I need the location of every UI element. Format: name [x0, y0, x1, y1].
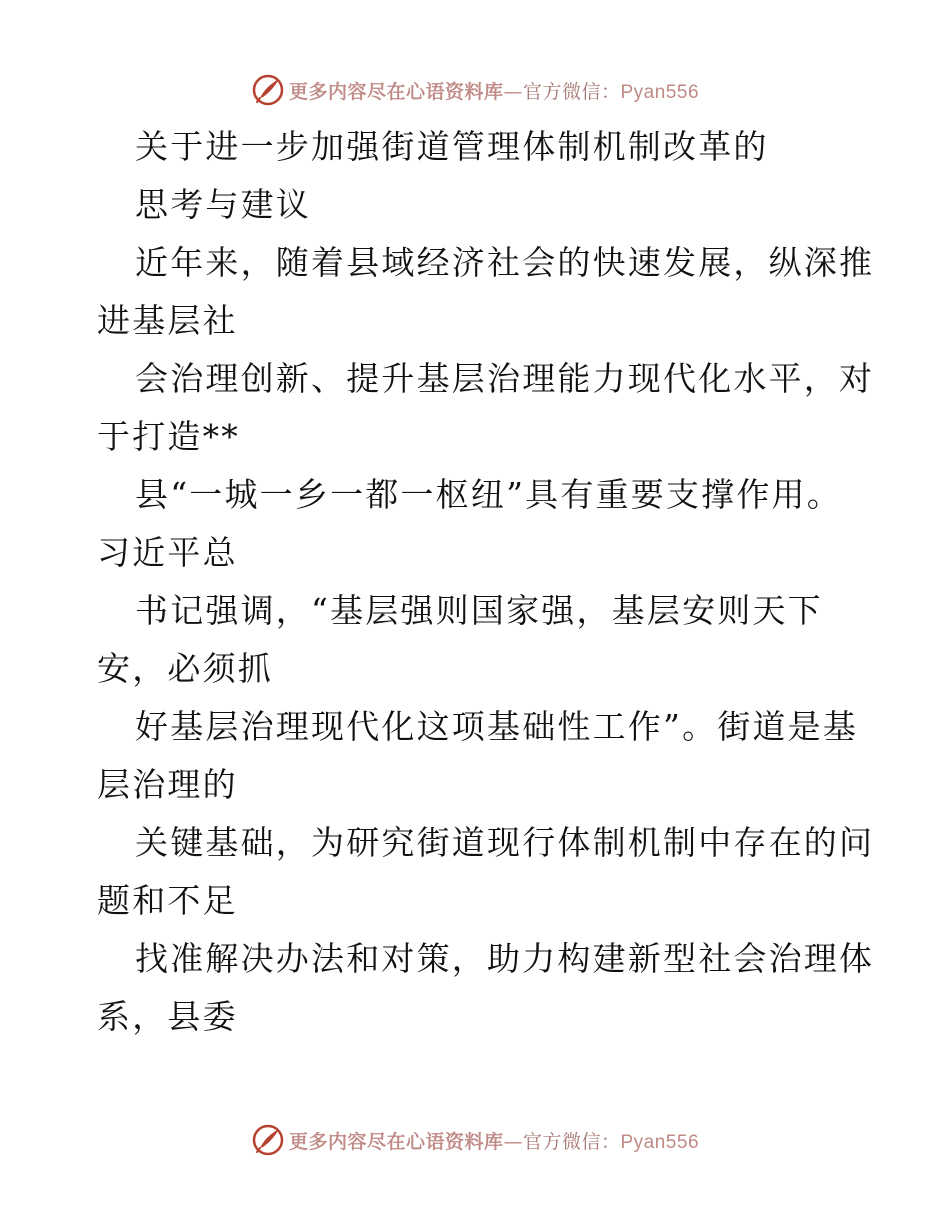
- paragraph-line: 系，县委: [97, 997, 238, 1036]
- feather-pen-logo-icon: [251, 1123, 285, 1157]
- paragraph-line: 近年来，随着县域经济社会的快速发展，纵深推: [135, 243, 875, 282]
- header-banner-sub: 官方微信：: [522, 80, 621, 103]
- footer-banner-text: [289, 1127, 699, 1154]
- paragraph-line: 关键基础，为研究街道现行体制机制中存在的问: [135, 823, 875, 862]
- paragraph-line: 题和不足: [97, 881, 238, 920]
- paragraph-line: 找准解决办法和对策，助力构建新型社会治理体: [135, 939, 875, 978]
- paragraph-line: 好基层治理现代化这项基础性工作”。街道是基: [135, 707, 859, 746]
- footer-banner: [0, 1120, 950, 1160]
- paragraph-line: 书记强调，“基层强则国家强，基层安则天下: [135, 591, 823, 630]
- header-banner-main: 更多内容尽在心语资料库: [288, 80, 504, 103]
- paragraph-line: 安，必须抓: [97, 649, 273, 688]
- feather-pen-logo-icon: [251, 73, 285, 107]
- paragraph-line: 会治理创新、提升基层治理能力现代化水平，对: [135, 359, 875, 398]
- footer-banner-dash: —: [503, 1130, 523, 1153]
- paragraph-line: 县“一城一乡一都一枢纽”具有重要支撑作用。: [135, 475, 842, 514]
- header-banner-text: [289, 77, 699, 104]
- paragraph-line: 进基层社: [97, 301, 238, 340]
- header-banner-id: Pyan556: [620, 81, 700, 103]
- footer-banner-sub: 官方微信：: [522, 1130, 621, 1153]
- paragraph-line: 于打造**: [97, 417, 240, 456]
- document-title-line-2: 思考与建议: [135, 185, 311, 224]
- header-banner: [0, 70, 950, 110]
- document-body: [97, 118, 875, 1046]
- footer-banner-main: 更多内容尽在心语资料库: [288, 1130, 504, 1153]
- header-banner-dash: —: [503, 80, 523, 103]
- document-title-line-1: 关于进一步加强街道管理体制机制改革的: [135, 127, 769, 166]
- paragraph-line: 习近平总: [97, 533, 238, 572]
- footer-banner-id: Pyan556: [620, 1131, 700, 1153]
- paragraph-line: 层治理的: [97, 765, 238, 804]
